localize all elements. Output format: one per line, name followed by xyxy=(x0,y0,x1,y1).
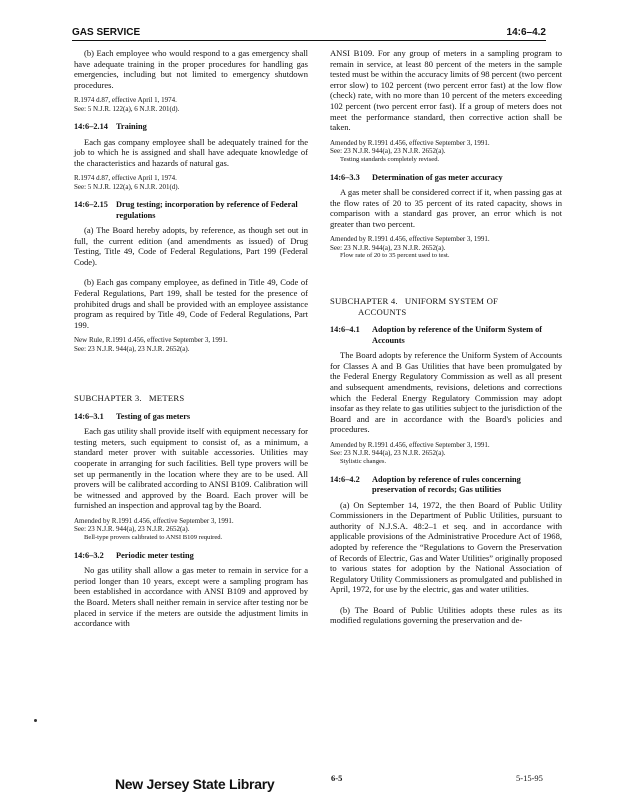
section-text: A gas meter shall be considered correct if it, when passing gas at the flow rates of 20 to 35 percent of its rated capacity, shows in comparison with a standard gas prover, an error which is not greater than two percent. xyxy=(330,186,562,229)
library-stamp: New Jersey State Library xyxy=(115,776,275,792)
source-note: New Rule, R.1991 d.456, effective September 3, 1991. xyxy=(74,336,228,345)
section-title: Training xyxy=(116,122,147,132)
source-note: Amended by R.1991 d.456, effective September 3, 1991. xyxy=(330,138,490,147)
paragraph-a: (a) The Board hereby adopts, by reference, as though set out in full, the current edition (and amendments as issued) of Drug Testing, Title 49, Code of Federal Regulations, Part 199 (Federal Code). xyxy=(74,225,308,267)
section-text: No gas utility shall allow a gas meter to remain in service for a period longer than 10 years, except were a sampling program has been established in accordance with ANSI B109 and approved by the Board. Meters shall neither remain in service after testing nor be placed in service if the meters are outside the adjustment limits in accordance with xyxy=(74,565,308,629)
right-column xyxy=(330,48,562,626)
margin-mark xyxy=(34,719,37,722)
section-title: Determination of gas meter accuracy xyxy=(372,172,503,182)
section-text: The Board adopts by reference the Uniform System of Accounts for Classes A and B Gas Utilities that have been promulgated by the Federal Energy Regulatory Commission as well as all present and subsequent amendments, revisions, deletions and corrections which the Federal Energy Regulatory Commission may adopt insofar as they relate to gas utilities subject to the jurisdiction of the Board and are in accordance with the Board's policies and procedures. xyxy=(330,350,562,435)
annotation-note: Bell-type provers calibrated to ANSI B109 required. xyxy=(84,533,223,541)
source-note: See: 5 N.J.R. 122(a), 6 N.J.R. 201(d). xyxy=(74,104,180,113)
header-title: GAS SERVICE xyxy=(72,27,141,38)
source-note: Amended by R.1991 d.456, effective September 3, 1991. xyxy=(330,440,490,449)
section-number: 14:6–4.1 xyxy=(330,325,360,335)
paragraph-b: (b) The Board of Public Utilities adopts these rules as its modified regulations governing the preservation and de- xyxy=(330,604,562,626)
section-number: 14:6–4.2 xyxy=(330,474,360,484)
section-heading-3-3 xyxy=(330,173,562,183)
source-note: See: 23 N.J.R. 944(a), 23 N.J.R. 2652(a). xyxy=(330,449,446,458)
source-note: See: 23 N.J.R. 944(a), 23 N.J.R. 2652(a). xyxy=(330,147,446,156)
section-text-continued: ANSI B109. For any group of meters in a sampling program to remain in service, at least 80 percent of the meters in the sample tested must be within the accuracy limits of 98 percent (two percent error slow) to 102 percent (two percent error fast) at the low flow (check) rate, with no more than 10 percent of the meters exceeding 102 percent (two percent error fast). If a group of meters does not meet the performance standard, then corrective action shall be taken. xyxy=(330,48,562,133)
section-title: Adoption by reference of the Uniform System of Accounts xyxy=(372,325,542,345)
source-note: R.1974 d.87, effective April 1, 1974. xyxy=(74,174,177,183)
source-note: See: 23 N.J.R. 944(a), 23 N.J.R. 2652(a). xyxy=(74,525,190,534)
section-number: 14:6–3.3 xyxy=(330,172,360,182)
header-rule xyxy=(72,40,546,41)
section-number: 14:6–3.2 xyxy=(74,550,104,560)
section-text: Each gas company employee shall be adequately trained for the job to which he is assigned and shall have adequate knowledge of the characteristics and hazards of natural gas. xyxy=(74,136,308,168)
source-note: See: 5 N.J.R. 122(a), 6 N.J.R. 201(d). xyxy=(74,182,180,191)
source-note: Amended by R.1991 d.456, effective September 3, 1991. xyxy=(330,235,490,244)
paragraph-b: (b) Each gas company employee, as defined in Title 49, Code of Federal Regulations, Part 199, shall be tested for the presence of prohibited drugs and shall be provided with an employee assistance program as required by Title 49, Code of Federal Regulations, Part 199. xyxy=(74,277,308,330)
section-heading-3-2 xyxy=(74,551,308,561)
subchapter-4-heading-cont: ACCOUNTS xyxy=(358,306,407,317)
subchapter-3-heading: SUBCHAPTER 3. METERS xyxy=(74,393,185,404)
section-heading-4-2 xyxy=(330,475,562,496)
section-title: Adoption by reference of rules concerning preservation of records; Gas utilities xyxy=(372,474,521,495)
annotation-note: Stylistic changes. xyxy=(340,457,387,465)
page-number: 6-5 xyxy=(331,773,343,783)
section-title: Periodic meter testing xyxy=(116,550,194,560)
section-text: Each gas utility shall provide itself with equipment necessary for testing meters, such equipment to consist of, as a minimum, a standard meter prover with suitable accessories. Utilities may cooperate in arranging for such facilities. Bell type provers will be set up permanently in the location where they are to be used. All provers will be calibrated according to ANSI B109. Calibration will be witnessed and approved by the Board. Each prover will be furnished an inspection and approval tag by the Board. xyxy=(74,426,308,511)
section-number: 14:6–3.1 xyxy=(74,411,104,421)
section-heading-2-14 xyxy=(74,122,308,132)
subchapter-4-heading: SUBCHAPTER 4. UNIFORM SYSTEM OF xyxy=(330,296,499,307)
section-heading-2-15 xyxy=(74,200,308,221)
section-heading-3-1 xyxy=(74,412,308,422)
section-number: 14:6–2.15 xyxy=(74,200,108,210)
left-column xyxy=(74,48,308,629)
source-note: R.1974 d.87, effective April 1, 1974. xyxy=(74,96,177,105)
source-note: See: 23 N.J.R. 944(a), 23 N.J.R. 2652(a). xyxy=(330,243,446,252)
section-title: Drug testing; incorporation by reference of Federal regulations xyxy=(116,200,298,220)
header-section-range: 14:6–4.2 xyxy=(506,27,546,38)
source-note: See: 23 N.J.R. 944(a), 23 N.J.R. 2652(a). xyxy=(74,344,190,353)
paragraph-b-emergency-training: (b) Each employee who would respond to a gas emergency shall have adequate training in the proper procedures for handling gas emergencies, including but not limited to emergency shutdown procedures. xyxy=(74,48,308,90)
annotation-note: Testing standards completely revised. xyxy=(340,155,440,163)
section-title: Testing of gas meters xyxy=(116,411,191,421)
paragraph-a: (a) On September 14, 1972, the then Board of Public Utility Commissioners in the Department of Public Utilities, pursuant to authority of N.J.S.A. 48:2–1 et seq. and in accordance with applicable provisions of the Administrative Procedure Act of 1968, adopted by reference the “Regulations to Govern the Preservation of Records of Electric, Gas and Water Utilities” originally proposed to various states for adoption by the National Association of Regulatory Utility Commissioners as promulgated and published in April, 1972, for use by the electric, gas and water utilities. xyxy=(330,499,562,595)
revision-date: 5-15-95 xyxy=(516,773,543,783)
running-header xyxy=(72,27,546,41)
annotation-note: Flow rate of 20 to 35 percent used to test. xyxy=(340,252,450,260)
source-note: Amended by R.1991 d.456, effective September 3, 1991. xyxy=(74,516,234,525)
section-number: 14:6–2.14 xyxy=(74,122,108,132)
section-heading-4-1 xyxy=(330,325,562,346)
